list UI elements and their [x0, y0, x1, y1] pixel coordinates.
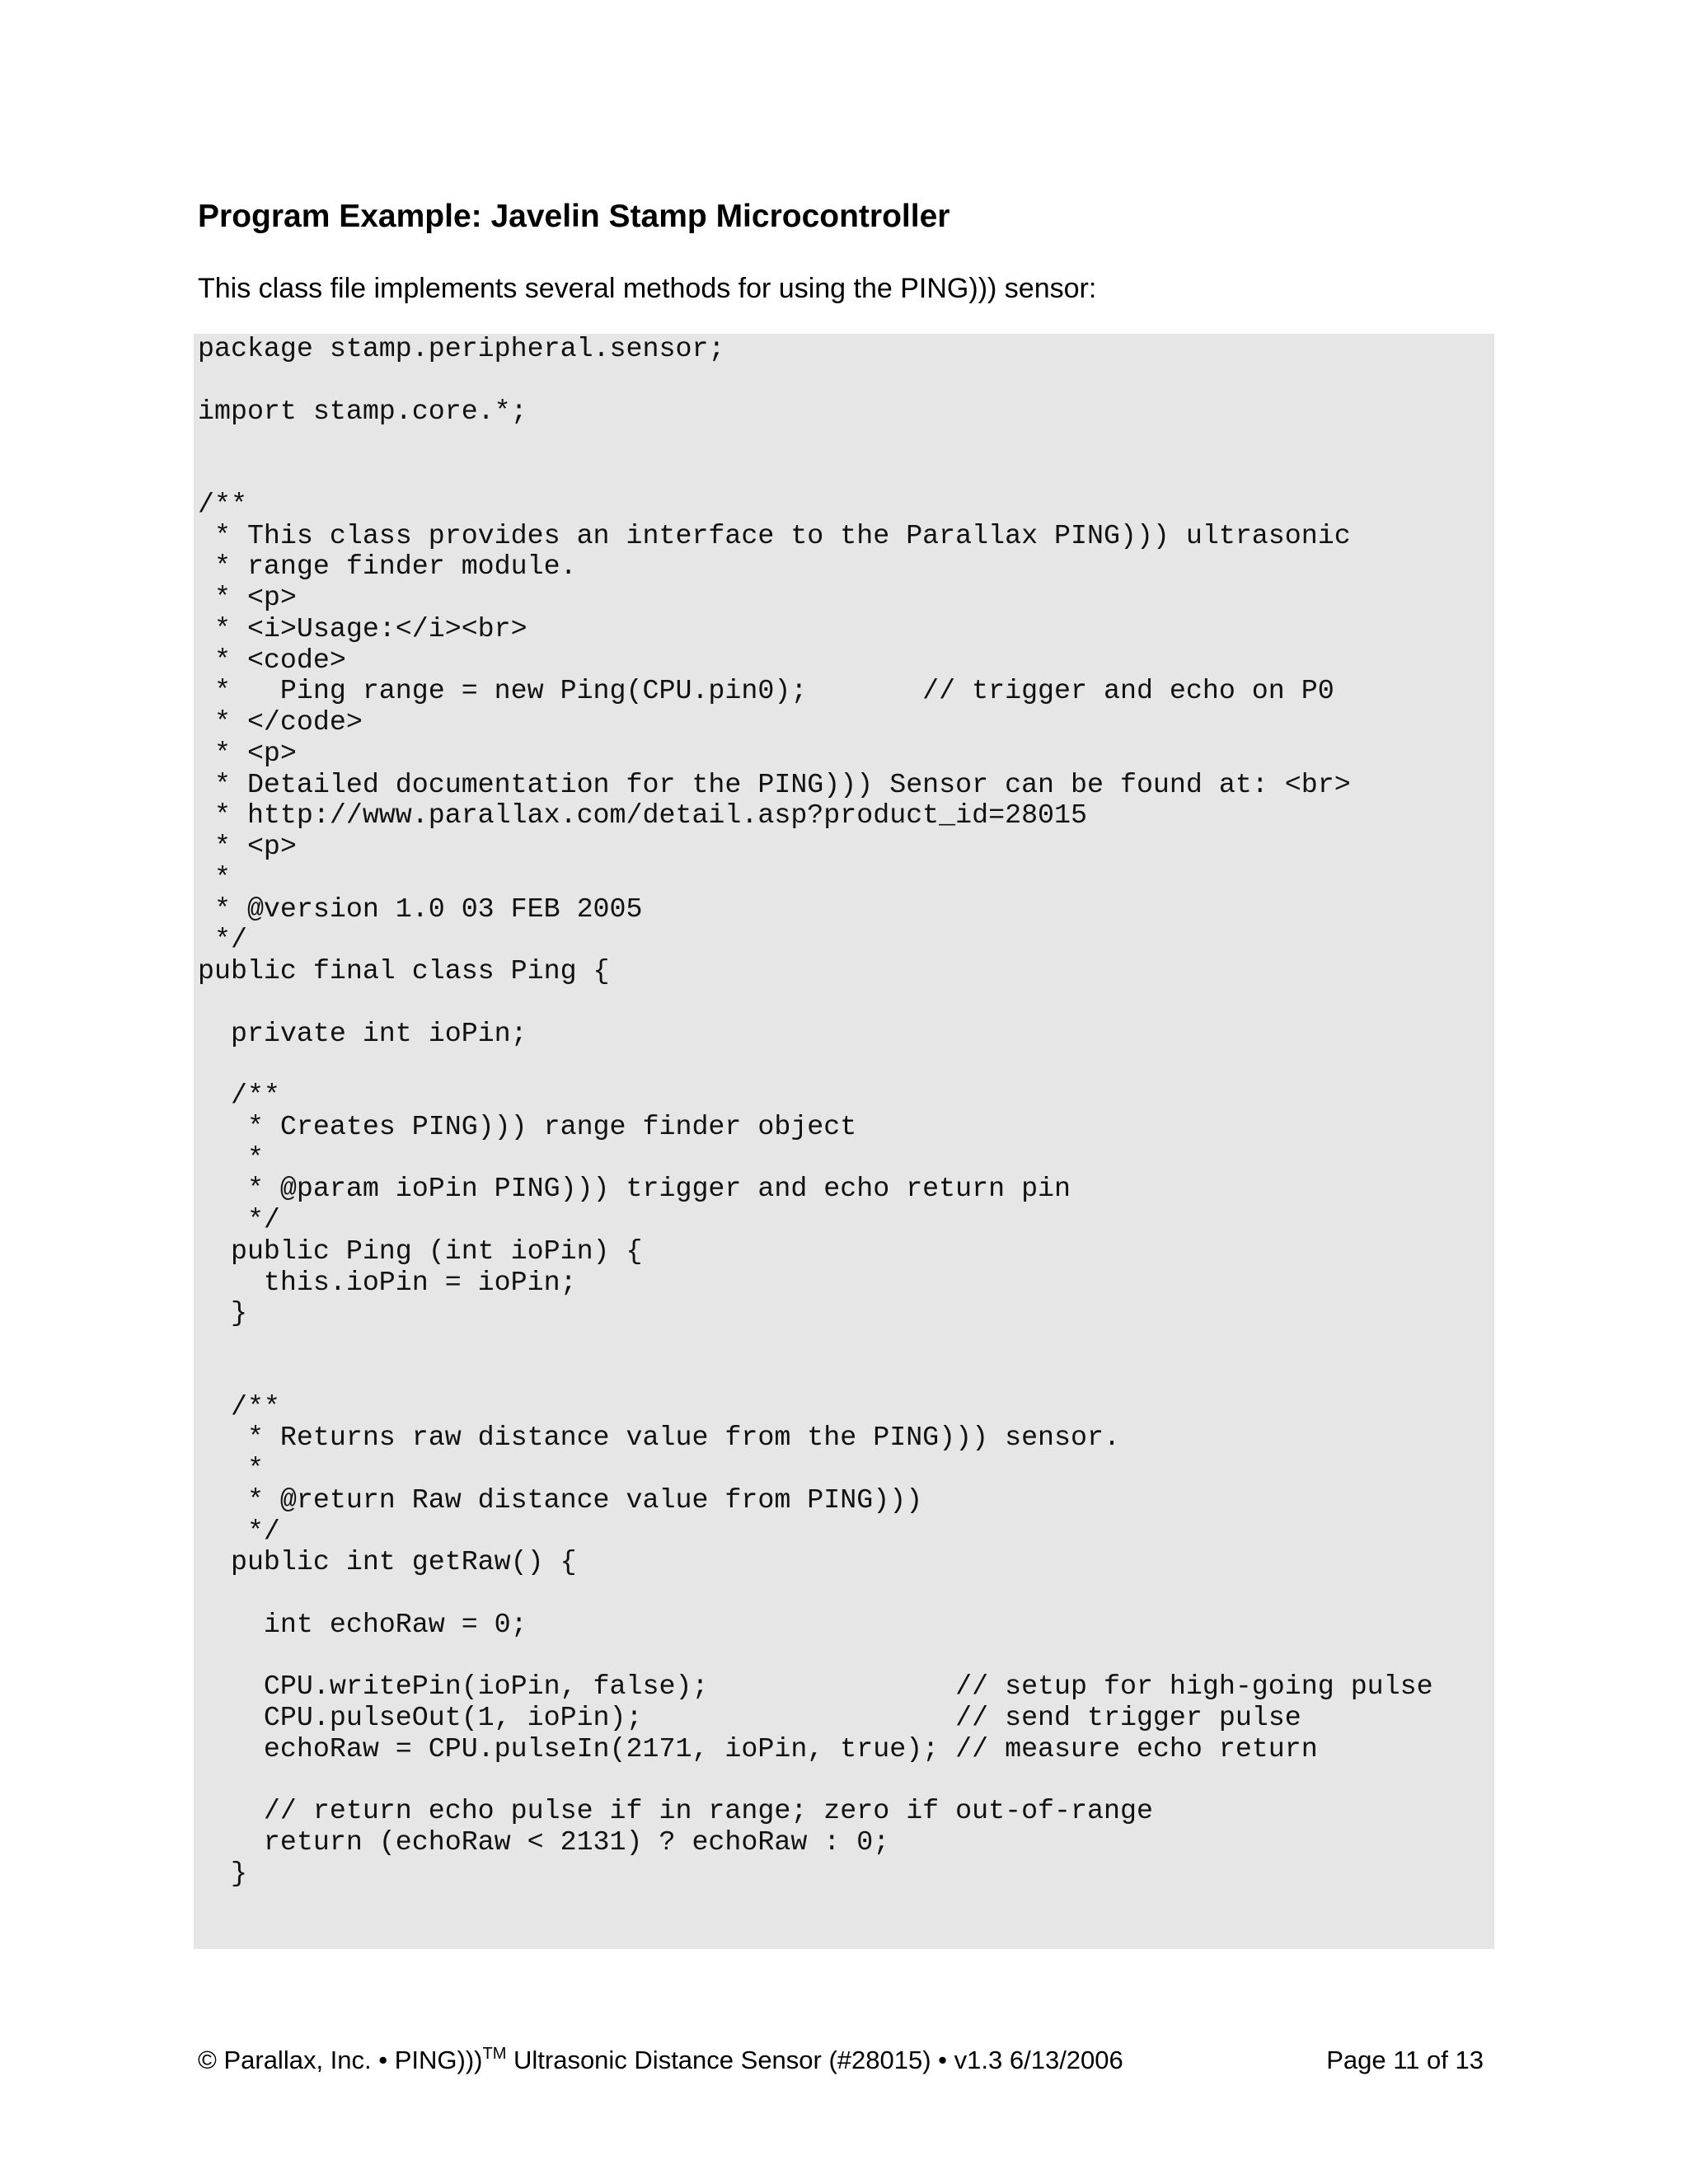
code-line: * @param ioPin PING))) trigger and echo return pin — [198, 1173, 1071, 1205]
code-line — [198, 458, 1433, 490]
code-listing — [198, 334, 1433, 1890]
code-line: * <p> — [198, 737, 297, 769]
code-line: * Creates PING))) range finder object — [198, 1110, 857, 1142]
section-heading: Program Example: Javelin Stamp Microcontroller — [198, 199, 950, 234]
code-line: package stamp.peripheral.sensor; — [198, 333, 725, 364]
footer-product: Ultrasonic Distance Sensor (#28015) • v1.3 6/13/2006 — [506, 2046, 1123, 2074]
code-line: * <code> — [198, 644, 346, 676]
code-line: * <p> — [198, 582, 297, 613]
code-line: return (echoRaw < 2131) ? echoRaw : 0; — [198, 1826, 890, 1858]
code-line: } — [198, 1297, 247, 1329]
code-line: * — [198, 1453, 264, 1484]
code-line — [198, 1578, 1433, 1610]
code-line: CPU.writePin(ioPin, false); // setup for high-going pulse — [198, 1671, 1433, 1703]
code-line: * — [198, 1141, 264, 1174]
footer-page-number: Page 11 of 13 — [1326, 2046, 1484, 2074]
code-line: /** — [198, 488, 247, 520]
code-line: public Ping (int ioPin) { — [198, 1235, 643, 1267]
code-line — [198, 1329, 1433, 1361]
code-line: * — [198, 861, 231, 893]
code-line: private int ioPin; — [198, 1017, 528, 1049]
code-line: */ — [198, 1204, 280, 1235]
code-line: * http://www.parallax.com/detail.asp?product_id=28015 — [198, 799, 1087, 832]
code-line: public int getRaw() { — [198, 1546, 577, 1578]
footer-left — [198, 2040, 1123, 2081]
code-line: import stamp.core.*; — [198, 395, 528, 427]
code-line — [198, 365, 1433, 396]
code-line — [198, 987, 1433, 1019]
code-line: * This class provides an interface to the Parallax PING))) ultrasonic — [198, 519, 1351, 551]
code-line: * @version 1.0 03 FEB 2005 — [198, 893, 643, 925]
code-line: */ — [198, 924, 247, 956]
code-line — [198, 1049, 1433, 1080]
code-line: echoRaw = CPU.pulseIn(2171, ioPin, true); // measure echo return — [198, 1732, 1318, 1765]
code-line: public final class Ping { — [198, 955, 610, 987]
code-line — [198, 1641, 1433, 1672]
code-listing-box — [194, 334, 1494, 1949]
code-line: * </code> — [198, 706, 363, 738]
code-line: // return echo pulse if in range; zero if out-of-range — [198, 1795, 1153, 1827]
code-line: this.ioPin = ioPin; — [198, 1266, 577, 1298]
code-line: */ — [198, 1515, 280, 1547]
code-line: /** — [198, 1080, 280, 1111]
footer-trademark: TM — [482, 2045, 507, 2063]
code-line: CPU.pulseOut(1, ioPin); // send trigger pulse — [198, 1702, 1301, 1733]
page-footer — [198, 2040, 1484, 2081]
code-line — [198, 427, 1433, 458]
intro-paragraph: This class file implements several methods for using the PING))) sensor: — [198, 273, 1097, 304]
code-line: /** — [198, 1390, 280, 1422]
code-line — [198, 1765, 1433, 1797]
code-line: * range finder module. — [198, 551, 577, 583]
code-line: int echoRaw = 0; — [198, 1608, 528, 1640]
code-line: * Detailed documentation for the PING))) Sensor can be found at: <br> — [198, 768, 1351, 800]
code-line — [198, 1361, 1433, 1392]
code-line: } — [198, 1857, 247, 1889]
code-line: * Ping range = new Ping(CPU.pin0); // trigger and echo on P0 — [198, 675, 1334, 707]
code-line: * @return Raw distance value from PING))) — [198, 1483, 923, 1516]
code-line: * <i>Usage:</i><br> — [198, 612, 528, 644]
code-line: * Returns raw distance value from the PING))) sensor. — [198, 1422, 1120, 1454]
code-line: * <p> — [198, 831, 297, 862]
footer-copyright: © Parallax, Inc. • PING))) — [198, 2046, 483, 2074]
